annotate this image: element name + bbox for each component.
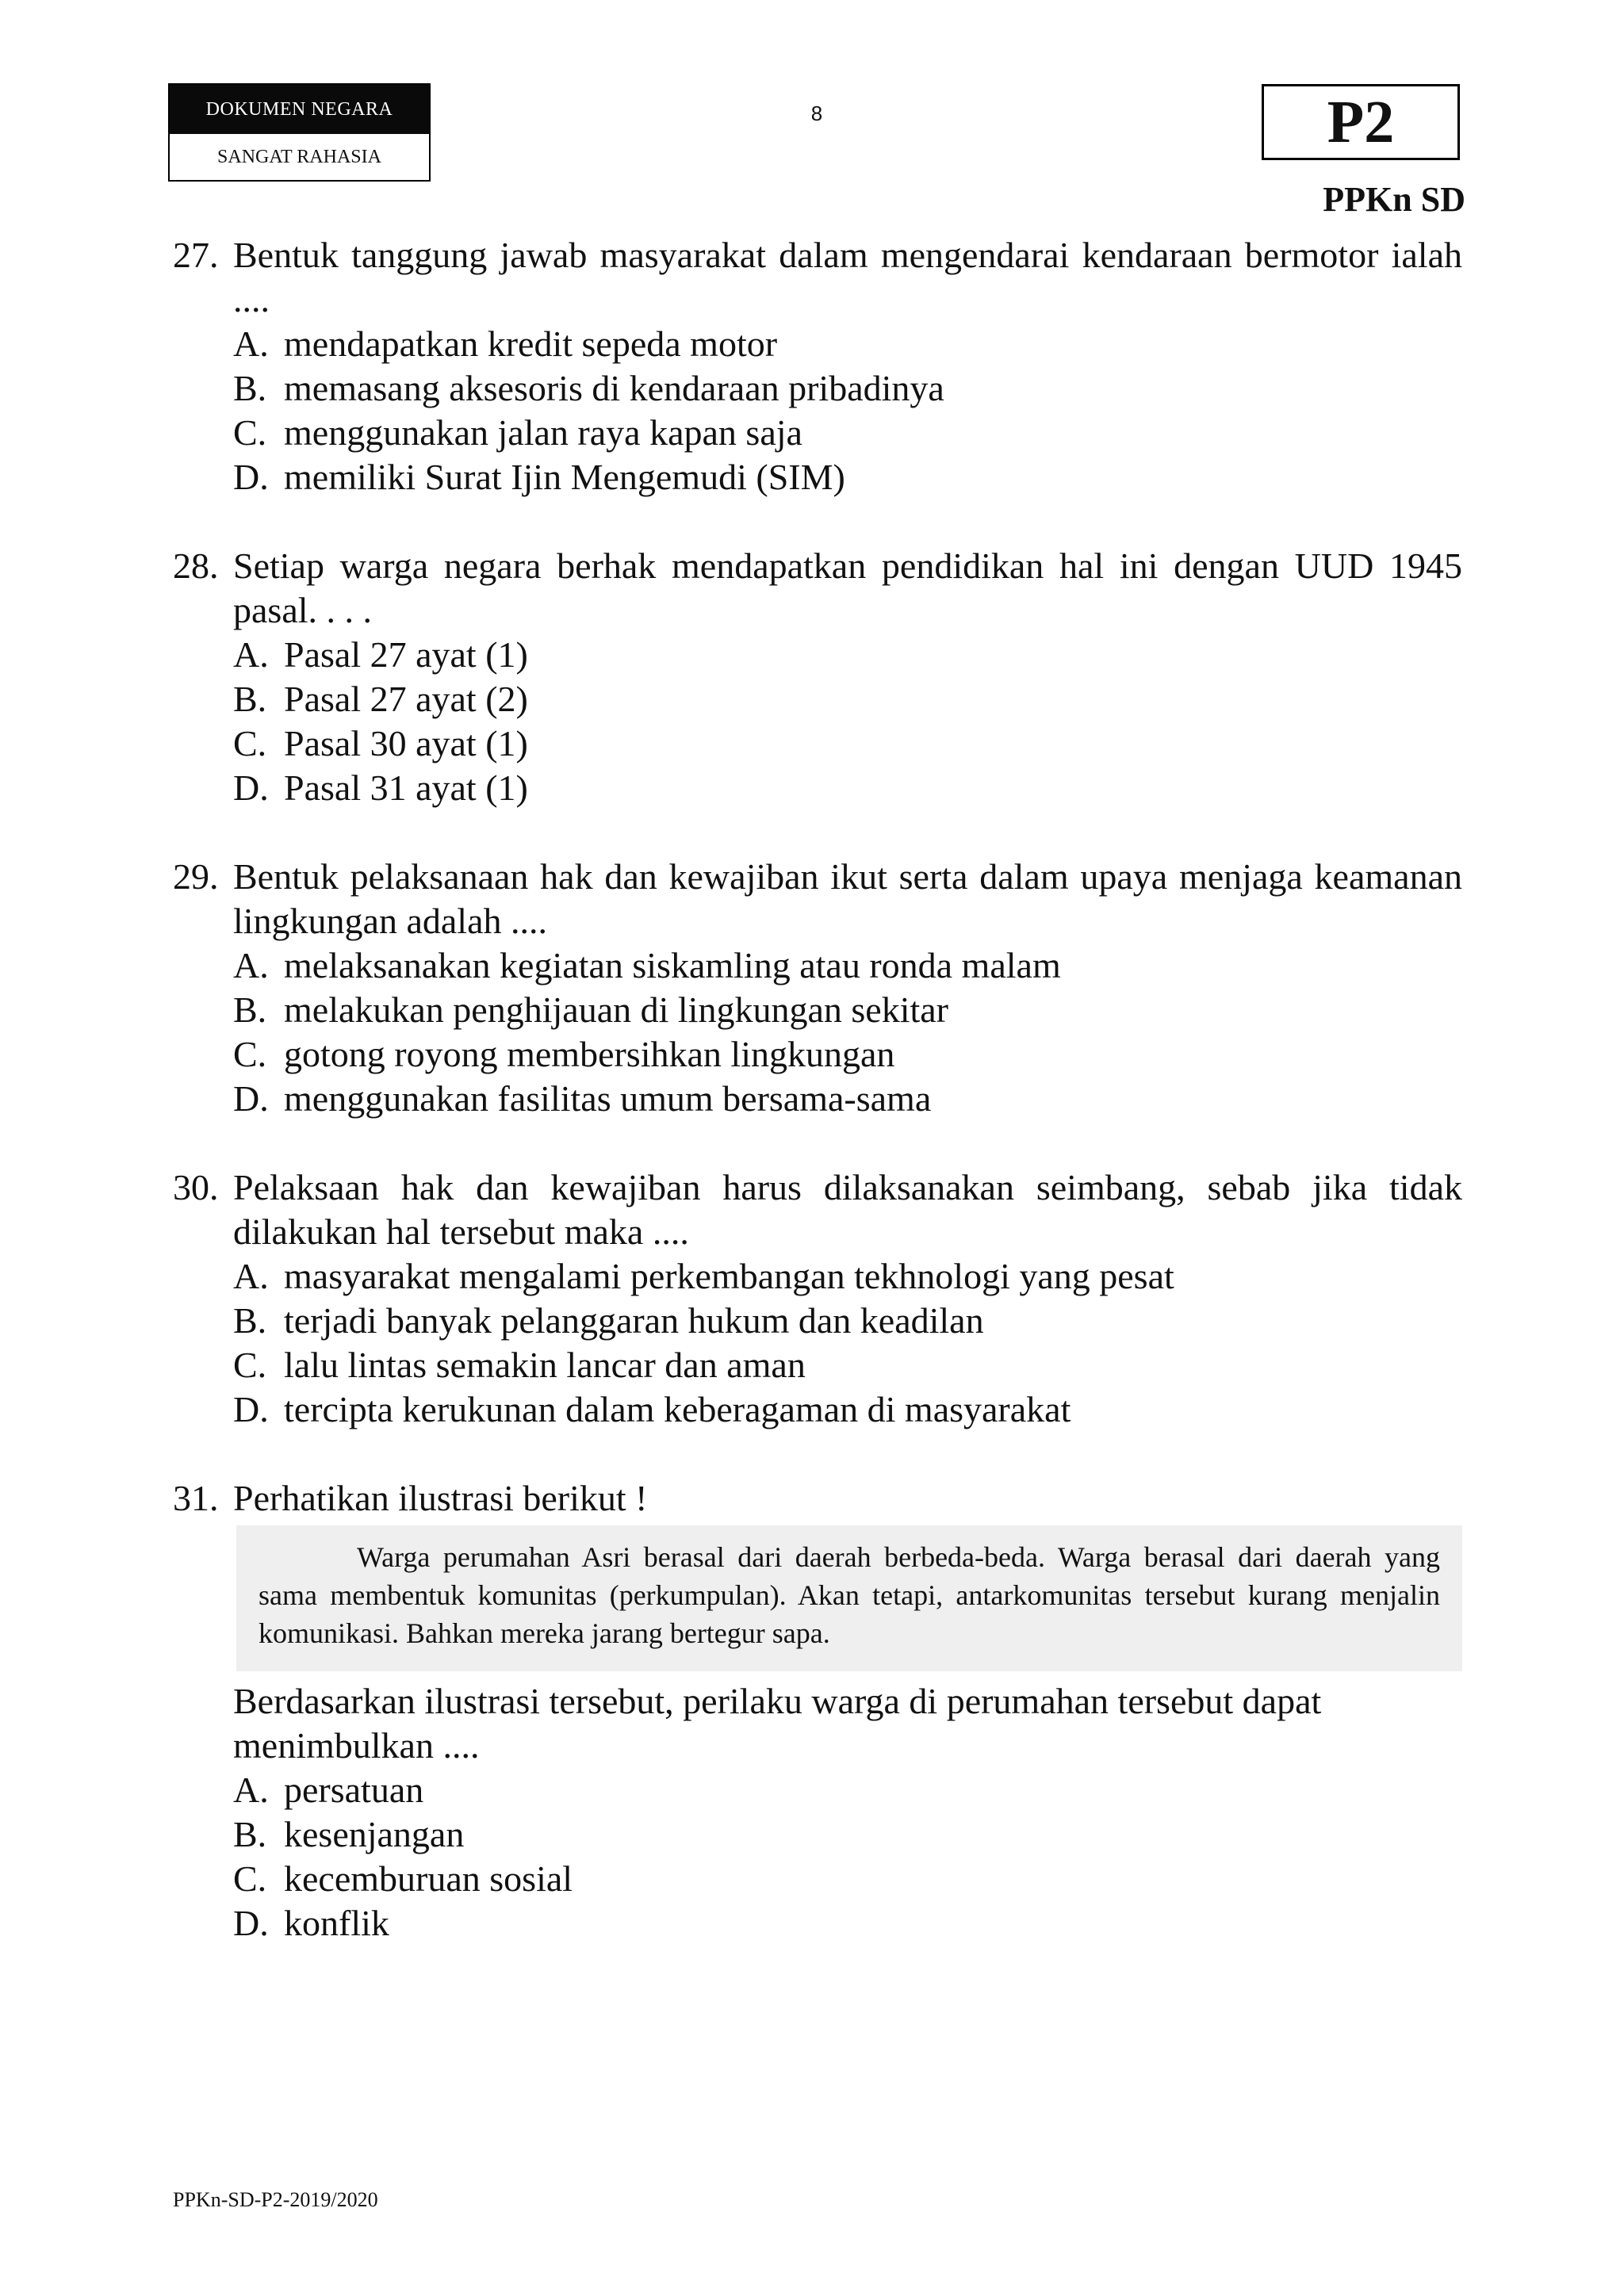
option-text: memasang aksesoris di kendaraan pribadinya: [284, 368, 944, 408]
option-letter: A.: [233, 945, 269, 985]
question-31: [173, 1476, 1462, 1946]
option-letter: C.: [233, 1034, 267, 1074]
option-a: [233, 633, 1462, 677]
document-type-label: DOKUMEN NEGARA: [170, 85, 429, 134]
option-text: kecemburuan sosial: [284, 1858, 573, 1899]
option-a: [233, 1254, 1462, 1299]
option-a: [233, 943, 1462, 988]
document-classification-box: [168, 83, 431, 182]
option-letter: D.: [233, 1078, 269, 1119]
option-text: kesenjangan: [284, 1814, 465, 1854]
option-letter: B.: [233, 1300, 267, 1341]
illustration-box: Warga perumahan Asri berasal dari daerah berbeda-beda. Warga berasal dari daerah yang sama membentuk komunitas (perkumpulan). Akan tetapi, antarkomunitas tersebut kurang menjalin komunikasi. Bahkan mereka jarang bertegur sapa.: [236, 1525, 1462, 1671]
option-c: [233, 411, 1462, 455]
option-text: tercipta kerukunan dalam keberagaman di masyarakat: [284, 1389, 1071, 1429]
option-text: mendapatkan kredit sepeda motor: [284, 323, 778, 364]
option-text: Pasal 27 ayat (2): [284, 679, 528, 719]
option-text: Pasal 30 ayat (1): [284, 723, 528, 763]
option-d: [233, 455, 1462, 499]
exam-code-box: P2: [1262, 84, 1460, 160]
question-follow-up: Berdasarkan ilustrasi tersebut, perilaku warga di perumahan tersebut dapat menimbulkan ....: [233, 1681, 1322, 1766]
option-list: [233, 322, 1462, 499]
option-letter: C.: [233, 1858, 267, 1899]
option-b: [233, 1299, 1462, 1343]
option-letter: B.: [233, 368, 267, 408]
option-letter: B.: [233, 679, 267, 719]
option-d: [233, 1901, 1462, 1946]
secrecy-label: SANGAT RAHASIA: [217, 147, 381, 167]
option-letter: D.: [233, 1389, 269, 1429]
option-list: [233, 1768, 1462, 1946]
option-text: melakukan penghijauan di lingkungan sekitar: [284, 989, 948, 1030]
option-d: [233, 766, 1462, 810]
option-list: [233, 943, 1462, 1121]
option-letter: B.: [233, 1814, 267, 1854]
option-c: [233, 1857, 1462, 1901]
question-30: [173, 1165, 1462, 1432]
option-text: konflik: [284, 1903, 389, 1943]
option-letter: D.: [233, 767, 269, 808]
option-list: [233, 1254, 1462, 1432]
option-c: [233, 1343, 1462, 1387]
option-d: [233, 1077, 1462, 1121]
question-list: [173, 233, 1462, 1990]
question-number: 28.: [173, 545, 219, 586]
option-text: masyarakat mengalami perkembangan tekhnologi yang pesat: [284, 1256, 1174, 1296]
question-number: 29.: [173, 856, 219, 897]
option-letter: B.: [233, 989, 267, 1030]
option-text: persatuan: [284, 1770, 424, 1810]
question-stem: Perhatikan ilustrasi berikut !: [233, 1478, 648, 1518]
option-letter: A.: [233, 1256, 269, 1296]
option-text: Pasal 27 ayat (1): [284, 634, 528, 675]
option-a: [233, 322, 1462, 366]
option-letter: A.: [233, 634, 269, 675]
question-stem: Bentuk pelaksanaan hak dan kewajiban ikut serta dalam upaya menjaga keamanan lingkungan adalah ....: [233, 856, 1462, 941]
option-letter: A.: [233, 323, 269, 364]
question-number: 31.: [173, 1478, 219, 1518]
option-letter: A.: [233, 1770, 269, 1810]
option-letter: D.: [233, 1903, 269, 1943]
question-stem: Bentuk tanggung jawab masyarakat dalam mengendarai kendaraan bermotor ialah ....: [233, 235, 1462, 320]
option-letter: D.: [233, 457, 269, 497]
page-number: 8: [810, 101, 823, 125]
option-b: [233, 677, 1462, 721]
option-b: [233, 988, 1462, 1032]
option-letter: C.: [233, 412, 267, 453]
question-stem: Pelaksaan hak dan kewajiban harus dilaksanakan seimbang, sebab jika tidak dilakukan hal tersebut maka ....: [233, 1167, 1462, 1252]
option-text: lalu lintas semakin lancar dan aman: [284, 1345, 806, 1385]
option-text: memiliki Surat Ijin Mengemudi (SIM): [284, 457, 845, 497]
option-text: melaksanakan kegiatan siskamling atau ronda malam: [284, 945, 1061, 985]
option-text: menggunakan fasilitas umum bersama-sama: [284, 1078, 932, 1119]
option-text: menggunakan jalan raya kapan saja: [284, 412, 802, 453]
option-text: gotong royong membersihkan lingkungan: [284, 1034, 895, 1074]
question-stem: Setiap warga negara berhak mendapatkan pendidikan hal ini dengan UUD 1945 pasal. . . .: [233, 545, 1462, 630]
option-c: [233, 721, 1462, 766]
question-27: [173, 233, 1462, 499]
subject-label: PPKn SD: [1323, 180, 1465, 219]
option-b: [233, 1812, 1462, 1857]
option-letter: C.: [233, 1345, 267, 1385]
question-number: 30.: [173, 1167, 219, 1207]
option-text: terjadi banyak pelanggaran hukum dan keadilan: [284, 1300, 984, 1341]
option-b: [233, 366, 1462, 411]
question-number: 27.: [173, 235, 219, 275]
footer-code: PPKn-SD-P2-2019/2020: [173, 2188, 378, 2211]
option-text: Pasal 31 ayat (1): [284, 767, 528, 808]
option-c: [233, 1032, 1462, 1077]
question-28: [173, 544, 1462, 810]
option-list: [233, 633, 1462, 810]
option-d: [233, 1387, 1462, 1432]
option-a: [233, 1768, 1462, 1812]
question-29: [173, 855, 1462, 1121]
option-letter: C.: [233, 723, 267, 763]
